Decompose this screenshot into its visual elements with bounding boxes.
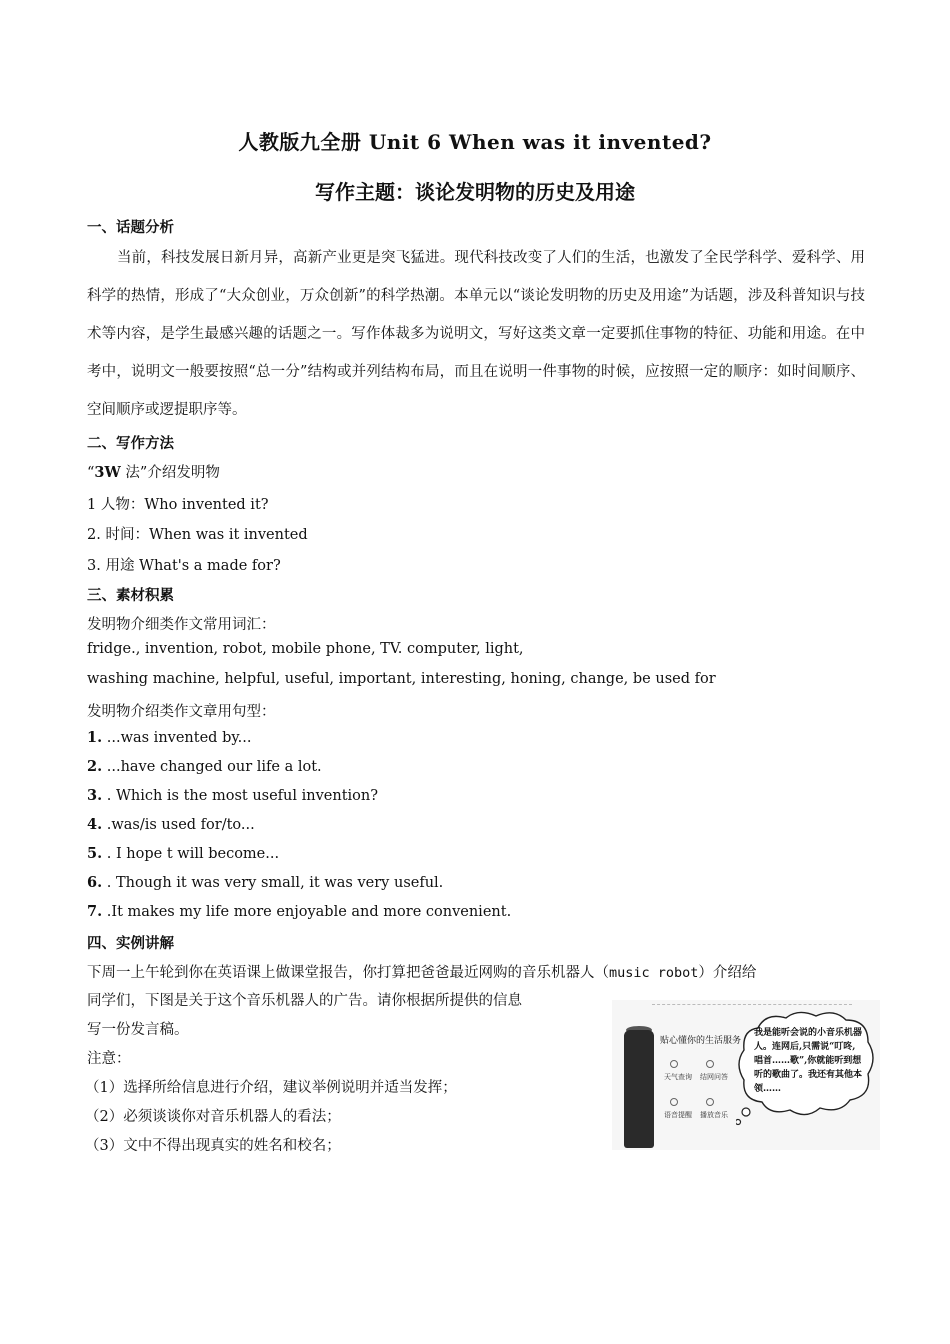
sentence-intro: 发明物介绍类作文章用句型： [87,704,276,720]
ad-bubble-text: 我是能听会说的小音乐机器人。连网后,只需说“叮咚,唱首……歌”,你就能听到想听的歌曲了。我还有其他本领…… [754,1028,863,1094]
sentence-6 [87,874,443,891]
method-title [87,461,220,482]
section1-heading: 一、话题分析 [87,220,174,236]
reminder-icon [670,1098,678,1106]
method-item-3: 3. 用途 What's a made for? [87,558,281,574]
note-label: 注意： [87,1051,131,1067]
ad-feature-4: 播放音乐 [700,1111,728,1119]
method-item-1: 1 人物：Who invented it? [87,497,269,513]
sentence-5-num: 5. [87,845,103,862]
task-line-1-a: 下周一上午轮到你在英语课上做课堂报告，你打算把爸爸最近网购的音乐机器人（ [87,965,609,981]
vocab-line-1: fridge., invention, robot, mobile phone, TV. computer, light, [87,641,524,657]
sentence-2 [87,758,322,775]
vocab-intro: 发明物介细类作文常用词汇： [87,617,276,633]
note-1: （1）选择所给信息进行介绍，建议举例说明并适当发挥； [85,1080,457,1096]
sentence-2-text: ...have changed our life a lot. [102,759,322,775]
sentence-1-num: 1. [87,729,103,746]
sentence-3-text: . Which is the most useful invention? [102,788,379,804]
section1-paragraph [87,239,865,429]
weather-icon [670,1060,678,1068]
network-icon [706,1060,714,1068]
sentence-2-num: 2. [87,758,103,775]
ad-feature-3: 语音提醒 [664,1111,692,1119]
speaker-icon [624,1030,654,1148]
task-music-robot: music robot [609,965,699,981]
sentence-4-text: .was/is used for/to... [102,817,255,833]
music-icon [706,1098,714,1106]
ad-feature-1: 天气查询 [664,1073,692,1081]
ad-tagline: 贴心懂你的生活服务 [660,1036,742,1046]
sentence-6-num: 6. [87,874,103,891]
method-suffix: 法”介绍发明物 [120,465,220,481]
note-2: （2）必须谈谈你对音乐机器人的看法； [85,1109,341,1125]
document-subtitle: 写作主题：谈论发明物的历史及用途 [315,180,635,204]
section1-paragraph-text: 当前，科技发展日新月异，高新产业更是突飞猛进。现代科技改变了人们的生活，也激发了全民学科学、爱科学、用科学的热情，形成了“大众创业，万众创新”的科学热潮。本单元以“谈论发明物的历史及用途”为话题，涉及科普知识与技术等内容，是学生最感兴趣的话题之一。写作体裁多为说明文，写好这类文章一定要抓住事物的特征、功能和用途。在中考中，说明文一般要按照“总一分”结构或并列结构布局，而且在说明一件事物的时候，应按照一定的顺序：如时间顺序、空间顺序或逻提职序等。 [87,250,865,418]
ad-feature-2: 结网问答 [700,1073,728,1081]
music-robot-ad-image [612,1000,880,1150]
task-line-1-b: ）介绍给 [698,965,757,981]
section3-heading: 三、素材积累 [87,588,174,604]
section2-heading: 二、写作方法 [87,436,174,452]
sentence-4 [87,816,255,833]
task-line-1 [87,961,756,982]
vocab-line-2: washing machine, helpful, useful, important, interesting, honing, change, be used for [87,671,716,687]
method-item-2: 2. 时间：When was it invented [87,527,308,543]
method-quote-open: “ [87,465,95,481]
method-3w: 3W [94,464,121,481]
sentence-7 [87,903,511,920]
sentence-1-text: ...was invented by... [102,730,252,746]
note-3: （3）文中不得出现真实的姓名和校名； [85,1138,341,1154]
sentence-7-text: .It makes my life more enjoyable and more convenient. [102,904,512,920]
task-line-2: 同学们，下图是关于这个音乐机器人的广告。请你根据所提供的信息 [87,993,522,1009]
sentence-7-num: 7. [87,903,103,920]
document-title: 人教版九全册 Unit 6 When was it invented? [238,130,712,154]
sentence-4-num: 4. [87,816,103,833]
sentence-5 [87,845,279,862]
sentence-1 [87,729,251,746]
task-line-3: 写一份发言稿。 [87,1022,189,1038]
section4-heading: 四、实例讲解 [87,936,174,952]
sentence-5-text: . I hope t will become... [102,846,280,862]
sentence-3 [87,787,378,804]
sentence-6-text: . Though it was very small, it was very useful. [102,875,444,891]
sentence-3-num: 3. [87,787,103,804]
